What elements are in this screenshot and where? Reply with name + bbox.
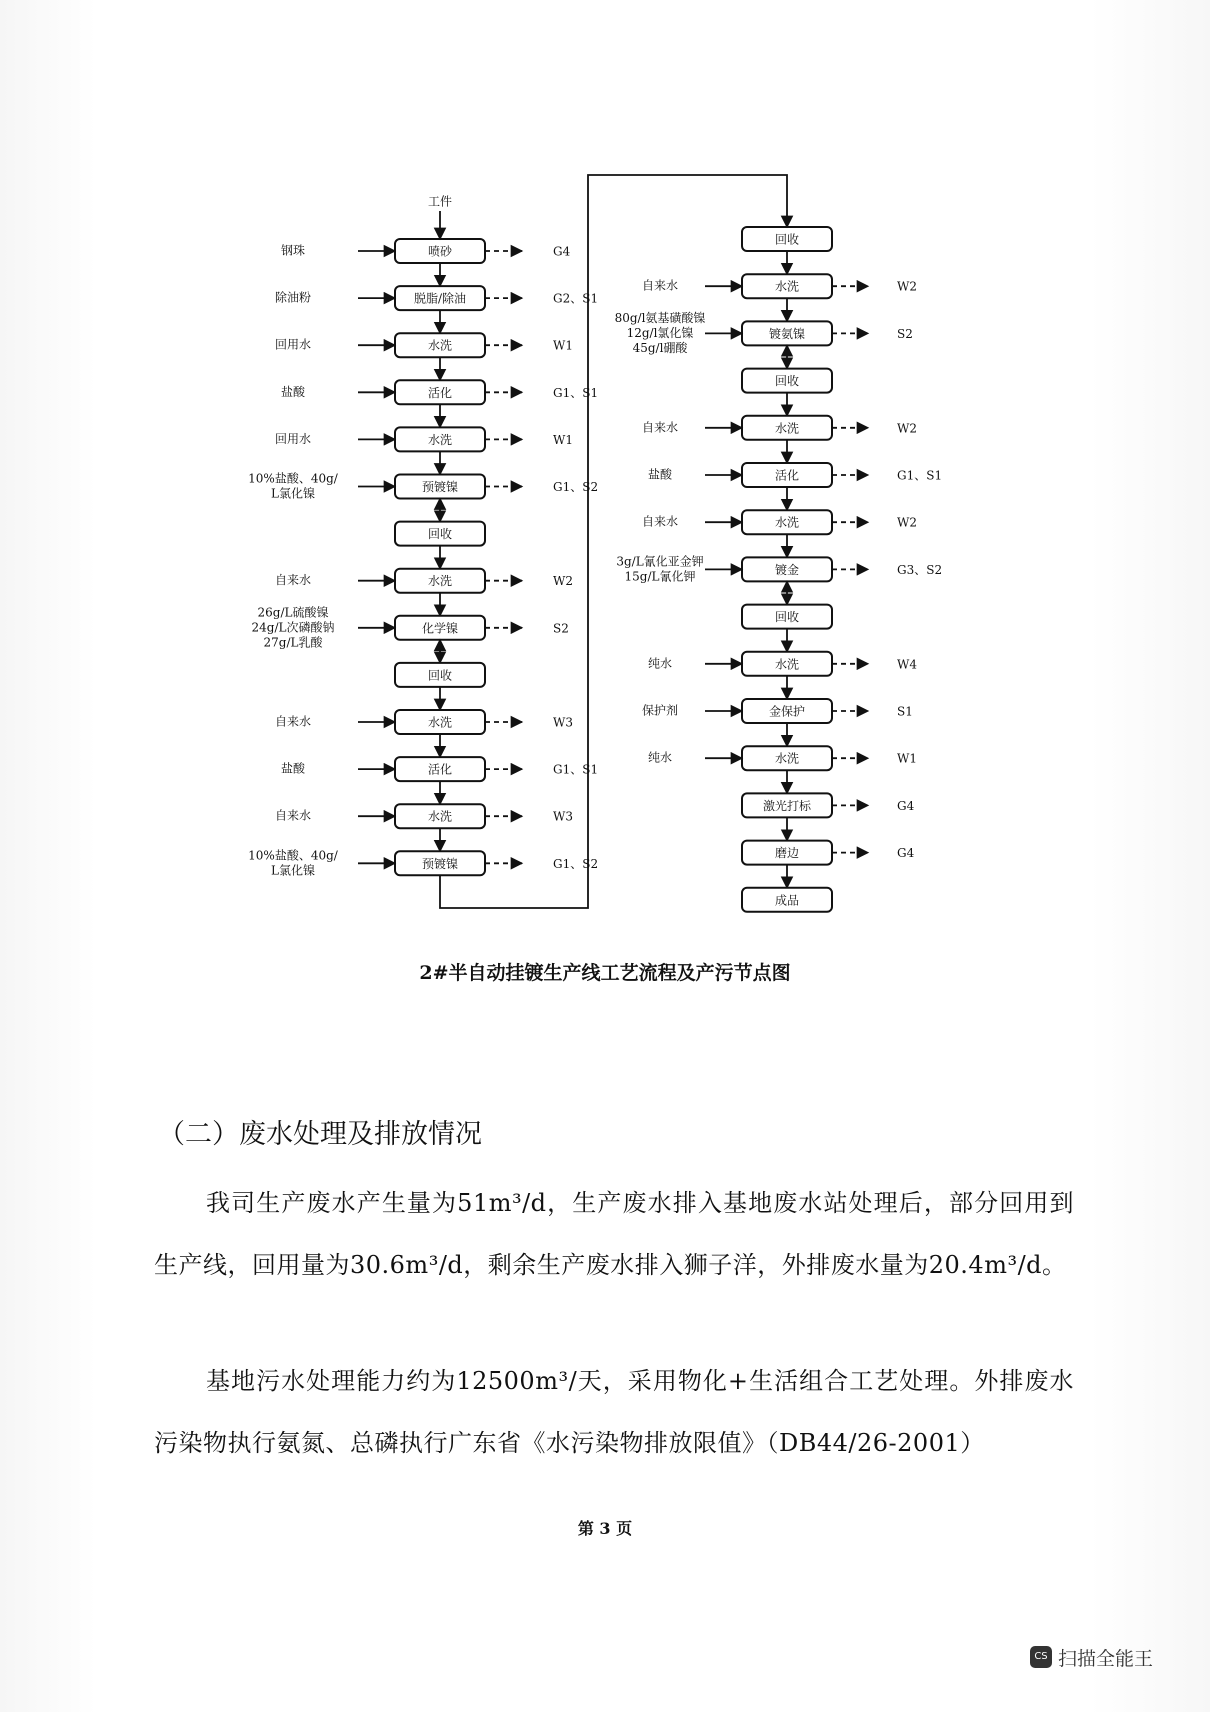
flow-step-left_column-11 <box>281 757 598 804</box>
flow-step-left_column-3 <box>281 380 598 427</box>
input-label: 纯水 <box>647 750 673 765</box>
output-label: S2 <box>897 326 913 341</box>
process-label: 水洗 <box>427 338 453 353</box>
output-label: G1、S2 <box>553 480 599 494</box>
process-label: 化学镍 <box>421 621 459 636</box>
flow-step-right_column-0 <box>742 227 832 274</box>
output-label: W2 <box>897 515 917 530</box>
process-label: 活化 <box>427 762 453 777</box>
process-label: 激光打标 <box>762 798 812 813</box>
input-label: 纯水 <box>647 656 673 671</box>
process-label: 预镀镍 <box>421 480 459 494</box>
input-label: 自来水 <box>274 808 312 823</box>
flow-step-left_column-4 <box>275 427 573 474</box>
diagram-caption: 2#半自动挂镀生产线工艺流程及产污节点图 <box>419 962 791 984</box>
input-label: 26g/L硫酸镍 <box>257 605 329 620</box>
input-label: 盐酸 <box>647 467 673 482</box>
output-label: G4 <box>897 846 915 861</box>
output-label: W3 <box>553 715 573 730</box>
output-label: W4 <box>897 657 917 672</box>
flow-step-right_column-3 <box>742 369 832 416</box>
flow-step-left_column-0 <box>281 239 571 286</box>
process-label: 金保护 <box>768 704 806 719</box>
flow-step-right_column-4 <box>642 416 917 463</box>
input-label: 自来水 <box>274 573 312 588</box>
process-label: 回收 <box>774 374 800 389</box>
output-label: G3、S2 <box>897 562 943 577</box>
flow-step-left_column-2 <box>275 333 573 380</box>
flow-step-right_column-9 <box>648 652 917 699</box>
output-label: S2 <box>553 621 569 636</box>
flow-step-right_column-6 <box>642 510 917 557</box>
process-label: 喷砂 <box>427 244 453 259</box>
input-label: 除油粉 <box>274 290 312 305</box>
input-label: 15g/L氰化钾 <box>624 569 696 584</box>
input-label: L氯化镍 <box>271 486 315 501</box>
input-label: 27g/L乳酸 <box>263 635 323 650</box>
output-label: W2 <box>553 574 573 589</box>
section-heading: （二）废水处理及排放情况 <box>158 1119 482 1150</box>
paragraph-wastewater: 我司生产废水产生量为51m³/d，生产废水排入基地废水站处理后，部分回用到生产线，回用量为30.6m³/d，剩余生产废水排入狮子洋，外排废水量为20.4m³/d。 <box>154 1189 1074 1279</box>
process-label: 水洗 <box>774 751 800 766</box>
flow-step-left_column-9 <box>395 663 485 710</box>
page-number: 第 3 页 <box>577 1519 633 1538</box>
process-label: 脱脂/除油 <box>413 291 467 306</box>
flow-step-left_column-10 <box>275 710 573 757</box>
input-label: 3g/L氰化亚金钾 <box>616 554 704 569</box>
start-label: 工件 <box>427 194 453 209</box>
flow-step-right_column-2 <box>615 310 913 369</box>
input-label: 钢珠 <box>280 243 306 258</box>
flow-step-left_column-1 <box>275 286 598 333</box>
flow-step-left_column-8 <box>252 604 569 663</box>
process-label: 回收 <box>774 610 800 625</box>
input-label: 12g/l氯化镍 <box>626 325 694 340</box>
output-label: S1 <box>897 704 913 719</box>
process-label: 镀氨镍 <box>768 326 806 341</box>
input-label: 24g/L次磷酸钠 <box>251 620 335 635</box>
column-link-connector <box>440 175 787 908</box>
flow-step-right_column-13 <box>742 841 915 888</box>
input-label: 10%盐酸、40g/ <box>248 848 338 863</box>
output-label: W1 <box>897 751 917 766</box>
process-label: 活化 <box>427 385 453 400</box>
input-label: 自来水 <box>641 514 679 529</box>
process-label: 水洗 <box>774 515 800 530</box>
input-label: 回用水 <box>274 431 312 446</box>
input-label: 盐酸 <box>280 384 306 399</box>
paragraph-treatment: 基地污水处理能力约为12500m³/天，采用物化+生活组合工艺处理。外排废水污染物执行氨氮、总磷执行广东省《水污染物排放限值》（DB44/26-2001） <box>154 1367 1074 1457</box>
flow-step-left_column-12 <box>275 804 573 851</box>
input-label: 自来水 <box>641 278 679 293</box>
flow-step-right_column-7 <box>616 553 942 604</box>
input-label: 自来水 <box>274 714 312 729</box>
flow-step-right_column-5 <box>648 463 942 510</box>
input-label: 自来水 <box>641 420 679 435</box>
output-label: G1、S1 <box>553 762 599 777</box>
process-label: 水洗 <box>427 809 453 824</box>
process-label: 水洗 <box>427 432 453 447</box>
output-label: G4 <box>553 244 571 259</box>
camscanner-watermark: 扫描全能王 <box>1058 1648 1154 1670</box>
process-label: 水洗 <box>774 279 800 294</box>
process-label: 水洗 <box>774 657 800 672</box>
input-label: 45g/l硼酸 <box>632 340 688 355</box>
output-label: W2 <box>897 279 917 294</box>
process-label: 回收 <box>427 527 453 542</box>
flow-step-right_column-10 <box>642 699 913 746</box>
process-label: 回收 <box>427 668 453 683</box>
flow-step-left_column-13 <box>248 847 598 877</box>
flow-step-right_column-11 <box>648 746 917 793</box>
process-label: 成品 <box>774 893 800 908</box>
output-label: W3 <box>553 809 573 824</box>
input-label: 保护剂 <box>641 703 679 718</box>
output-label: W1 <box>553 338 573 353</box>
output-label: G1、S1 <box>897 468 943 483</box>
input-label: 10%盐酸、40g/ <box>248 471 338 486</box>
flow-step-right_column-14 <box>742 888 832 912</box>
output-label: W2 <box>897 421 917 436</box>
process-label: 水洗 <box>427 715 453 730</box>
output-label: W1 <box>553 432 573 447</box>
flow-step-left_column-6 <box>395 522 485 569</box>
output-label: G2、S1 <box>553 291 599 306</box>
process-label: 回收 <box>774 232 800 247</box>
process-label: 水洗 <box>427 574 453 589</box>
input-label: 80g/l氨基磺酸镍 <box>614 310 706 325</box>
input-label: 盐酸 <box>280 761 306 776</box>
process-label: 预镀镍 <box>421 856 459 871</box>
camscanner-logo-icon: CS <box>1030 1646 1052 1668</box>
process-label: 磨边 <box>774 846 800 861</box>
output-label: G4 <box>897 798 915 813</box>
input-label: 回用水 <box>274 337 312 352</box>
flow-step-right_column-8 <box>742 605 832 652</box>
input-label: L氯化镍 <box>271 863 315 878</box>
output-label: G1、S1 <box>553 385 599 400</box>
process-label: 活化 <box>774 468 800 483</box>
flow-step-right_column-12 <box>742 793 915 840</box>
process-label: 镀金 <box>774 562 800 577</box>
flow-step-left_column-5 <box>248 471 598 522</box>
output-label: G1、S2 <box>553 856 599 871</box>
process-label: 水洗 <box>774 421 800 436</box>
